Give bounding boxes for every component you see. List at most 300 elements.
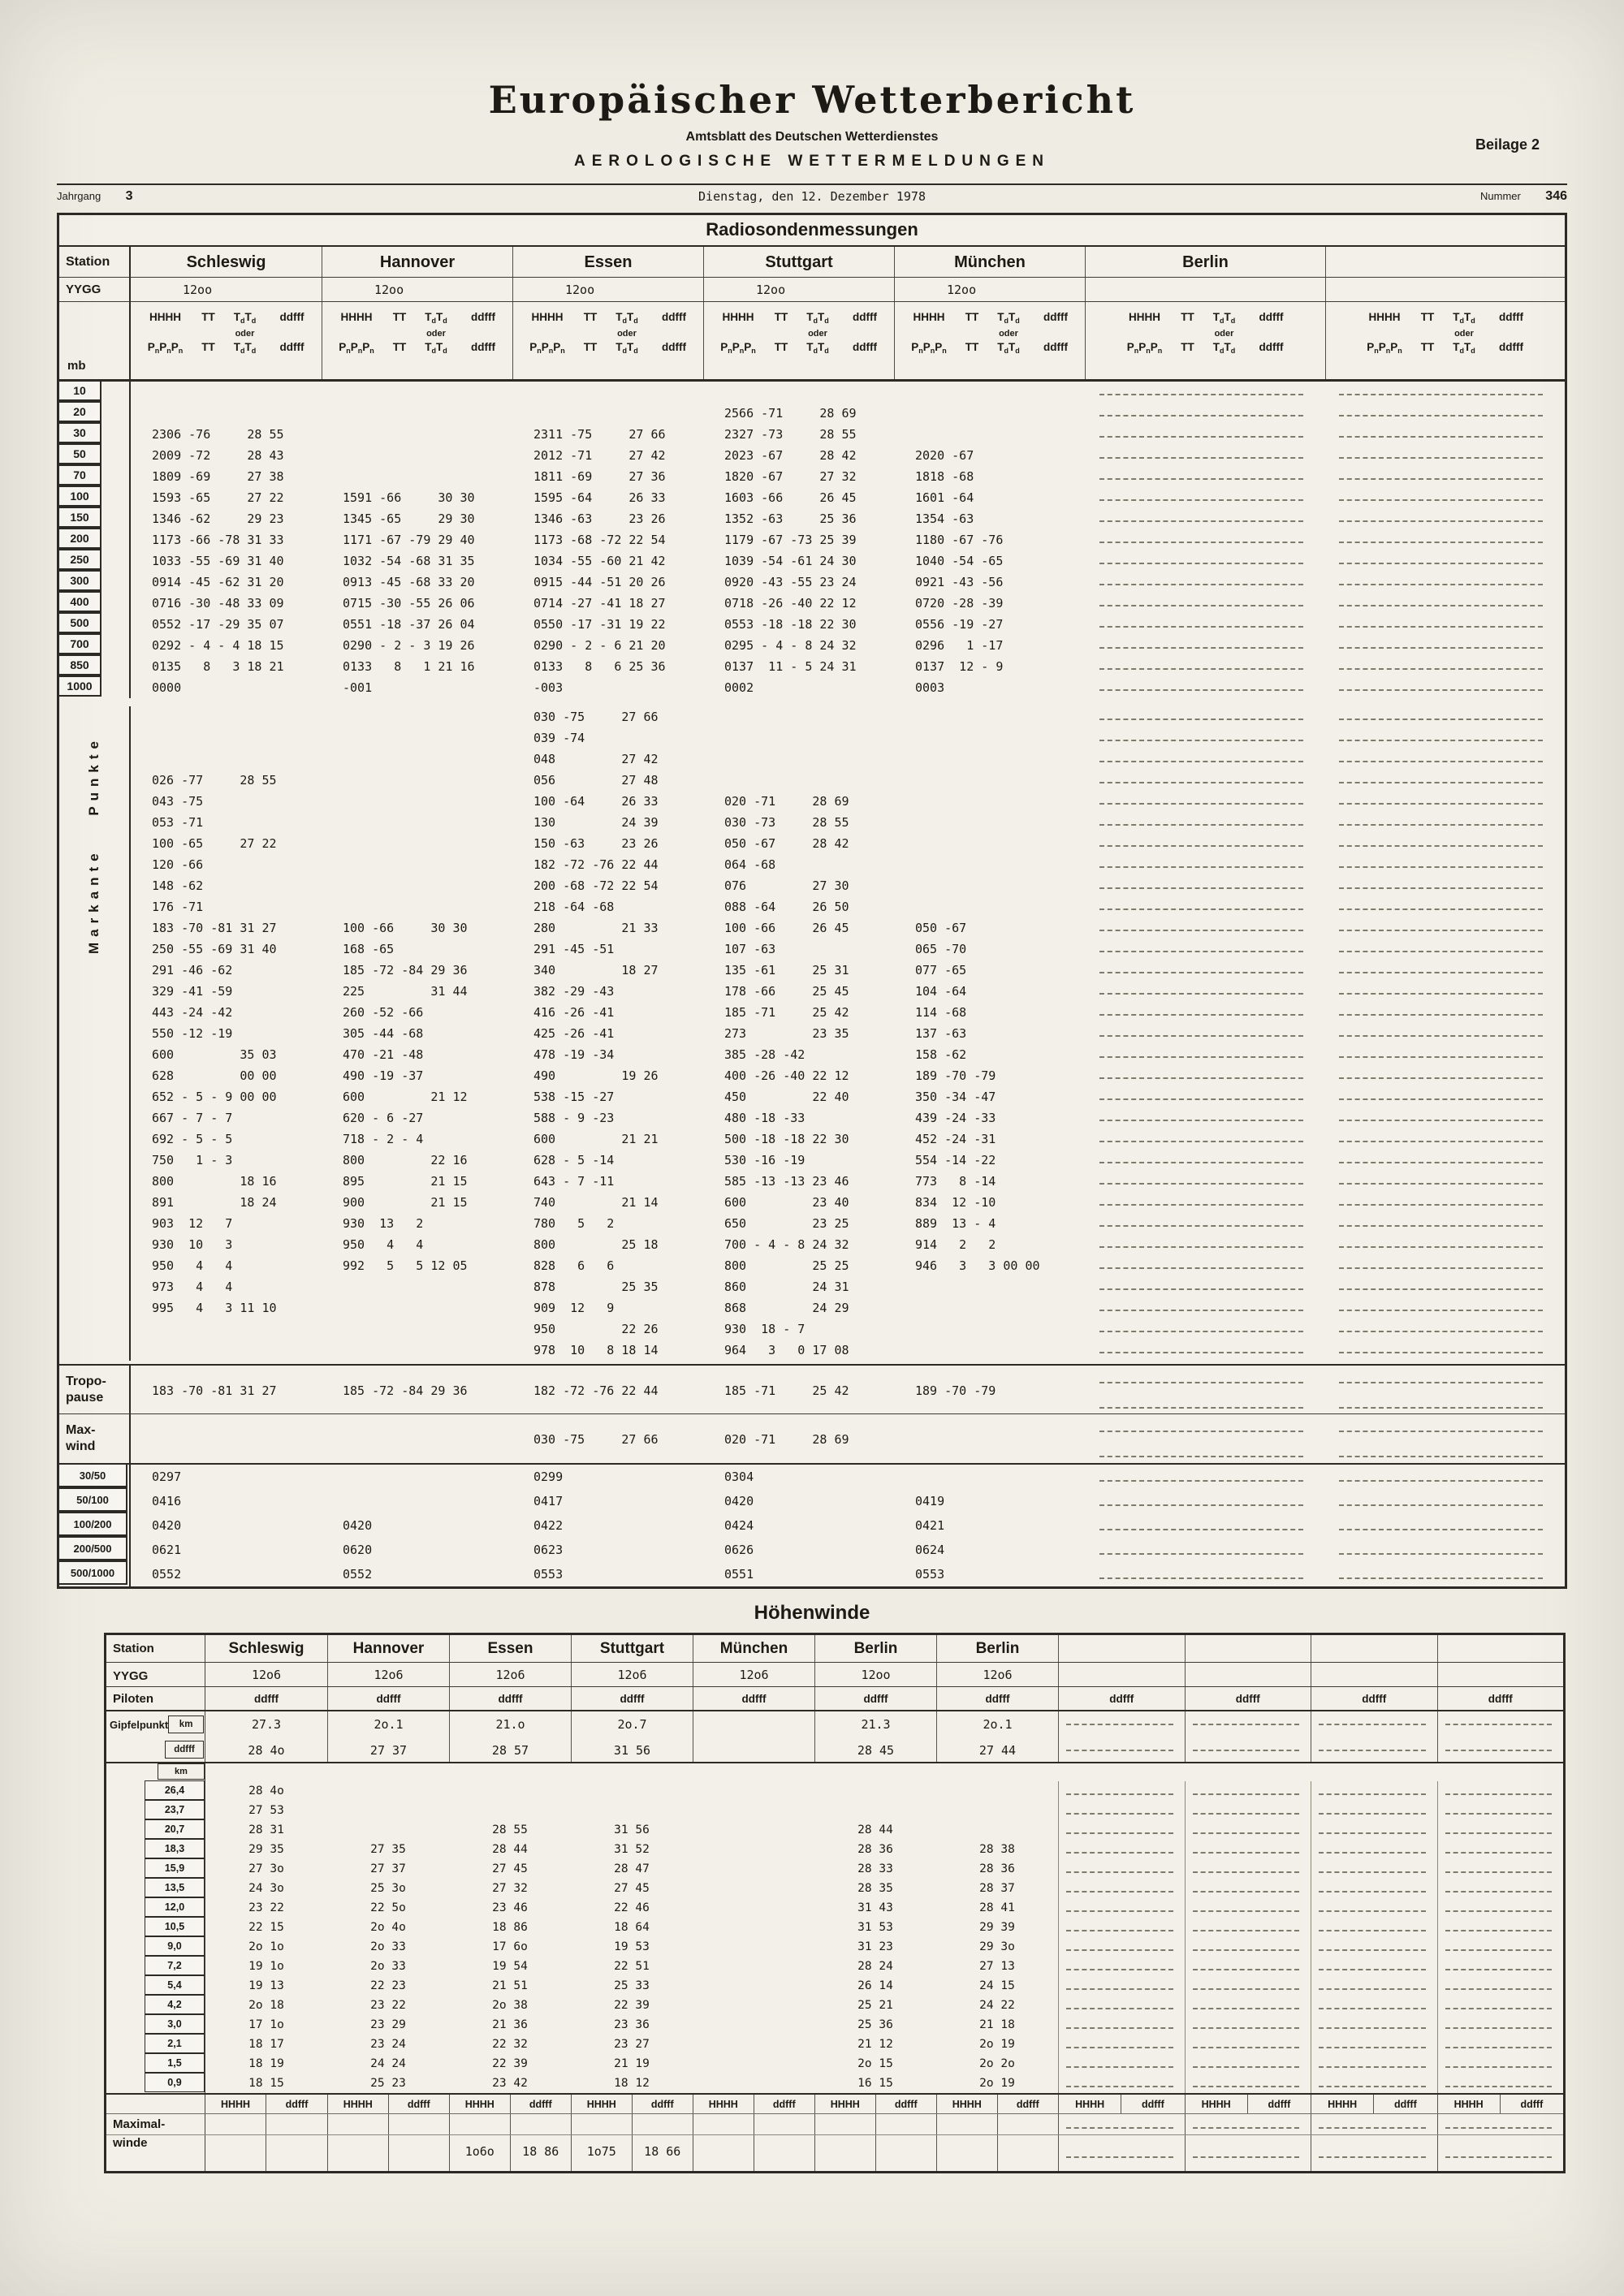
blank-cell bbox=[1185, 1957, 1311, 1976]
blank-cell bbox=[1311, 1840, 1437, 1859]
spacer bbox=[136, 329, 222, 339]
maxwind-height bbox=[693, 2135, 754, 2171]
maxwind-cell bbox=[814, 2135, 936, 2171]
ruled-dash-region bbox=[1085, 706, 1565, 1361]
nummer-group bbox=[1480, 189, 1567, 204]
hoehenwinde-table bbox=[104, 1633, 1566, 2173]
dashed-rule-line bbox=[1085, 1366, 1325, 1391]
column-header-group bbox=[327, 302, 508, 379]
wind-value bbox=[693, 1859, 814, 1879]
layer-values: 0424 bbox=[724, 1518, 754, 1533]
markante-column bbox=[703, 706, 894, 1361]
wind-value: 28 55 bbox=[492, 1823, 528, 1836]
significant-level-line: 600 35 03 bbox=[152, 1047, 277, 1062]
dashed-rule-line bbox=[1186, 1737, 1311, 1757]
sounding-values: 0137 11 - 5 24 31 bbox=[724, 659, 857, 674]
sounding-values: 1173 -66 -78 31 33 bbox=[152, 533, 284, 547]
wind-value: 27 37 bbox=[370, 1862, 406, 1875]
wind-value: 2o 38 bbox=[492, 1999, 528, 2012]
blank-cell bbox=[1058, 1918, 1185, 1937]
sounding-values: 0715 -30 -55 26 06 bbox=[343, 596, 475, 611]
sounding-values: 0914 -45 -62 31 20 bbox=[152, 575, 284, 589]
ddfff-header: ddfff bbox=[936, 1687, 1058, 1710]
header-token: $T_dT_d$ bbox=[425, 341, 447, 355]
ruled-dash-column bbox=[1085, 635, 1325, 656]
sounding-values: 1354 -63 bbox=[915, 511, 974, 526]
wind-value: 28 36 bbox=[979, 1862, 1015, 1875]
sounding-values bbox=[322, 403, 512, 424]
sounding-values: 0000 bbox=[152, 680, 182, 695]
header-token: ddfff bbox=[1043, 341, 1068, 353]
dashed-rule-line bbox=[1085, 1318, 1325, 1340]
ruled-dash-column bbox=[1325, 706, 1566, 1361]
maxwind-value bbox=[389, 2135, 450, 2171]
layer-values: 0621 bbox=[152, 1543, 182, 1557]
dashed-rule-line bbox=[1085, 791, 1325, 812]
header-token: $T_dT_d$ bbox=[997, 341, 1020, 355]
markante-column bbox=[894, 706, 1085, 1361]
blank-cell bbox=[572, 2114, 633, 2134]
wind-value: 2o 15 bbox=[857, 2057, 893, 2070]
altitude-row bbox=[106, 2015, 1563, 2035]
dashed-rule-line bbox=[1325, 508, 1566, 529]
blank-cell bbox=[1311, 1801, 1437, 1820]
significant-level-line: 329 -41 -59 bbox=[152, 984, 233, 999]
layer-row bbox=[59, 1489, 1565, 1513]
wind-value: 22 15 bbox=[248, 1921, 284, 1934]
dashed-rule-line bbox=[1059, 2015, 1185, 2035]
significant-level-line: 450 22 40 bbox=[724, 1090, 849, 1104]
wind-value: 22 32 bbox=[492, 2038, 528, 2051]
wind-value: 27 35 bbox=[370, 1843, 406, 1856]
radiosonde-title: Radiosondenmessungen bbox=[59, 215, 1565, 247]
dashed-rule-line bbox=[1059, 1801, 1185, 1820]
wind-value bbox=[449, 1781, 571, 1801]
ruled-dash-column bbox=[1325, 1414, 1566, 1463]
wind-value bbox=[693, 1898, 814, 1918]
significant-level-line: 480 -18 -33 bbox=[724, 1111, 806, 1125]
dashed-rule-line bbox=[1085, 1044, 1325, 1065]
ruled-dash-column bbox=[1085, 424, 1325, 445]
header-token-line bbox=[1355, 310, 1535, 328]
significant-level-line: 978 10 8 18 14 bbox=[533, 1343, 659, 1357]
ddfff-header: ddfff bbox=[407, 2099, 430, 2110]
pressure-level-cell bbox=[59, 403, 131, 424]
significant-level-line: 050 -67 bbox=[915, 921, 967, 935]
dashed-rule-line bbox=[1325, 1255, 1566, 1276]
wind-value: 2o 1o bbox=[248, 1940, 284, 1953]
sounding-values: 0716 -30 -48 33 09 bbox=[152, 596, 284, 611]
significant-level-line: 550 -12 -19 bbox=[152, 1026, 233, 1041]
ruled-dash-column bbox=[1085, 403, 1325, 424]
dashed-rule-line bbox=[1311, 1976, 1437, 1996]
significant-level-line: 168 -65 bbox=[343, 942, 395, 956]
sounding-values: 1034 -55 -60 21 42 bbox=[533, 554, 666, 568]
maxwind-height: 1o6o bbox=[450, 2135, 511, 2171]
wind-value: 2o 2o bbox=[979, 2057, 1015, 2070]
significant-level-line: 050 -67 28 42 bbox=[724, 836, 849, 851]
ruled-dash-column bbox=[1085, 614, 1325, 635]
ruled-dash-region bbox=[1085, 1489, 1565, 1513]
significant-level-line: 200 -68 -72 22 54 bbox=[533, 878, 659, 893]
altitude-label-cell bbox=[106, 2015, 205, 2035]
header-token: TT bbox=[774, 311, 788, 323]
column-header-cell bbox=[1325, 302, 1565, 379]
layer-values bbox=[322, 1489, 512, 1513]
sounding-values bbox=[322, 445, 512, 466]
ddfff-header: ddfff bbox=[1520, 2099, 1544, 2110]
dashed-rule-line bbox=[1325, 1107, 1566, 1129]
blank-cell bbox=[1058, 1820, 1185, 1840]
dashed-rule-line bbox=[1438, 2135, 1564, 2171]
dashed-rule-line bbox=[1085, 1465, 1325, 1489]
observation-time: 12oo bbox=[183, 283, 213, 297]
blank-cell bbox=[1185, 1820, 1311, 1840]
layer-values: 0552 bbox=[343, 1567, 373, 1582]
wind-value bbox=[693, 1879, 814, 1898]
significant-level-line: 490 19 26 bbox=[533, 1068, 659, 1083]
blank-cell bbox=[1185, 2035, 1311, 2054]
sounding-values: 1039 -54 -61 24 30 bbox=[724, 554, 857, 568]
station-column-label: Station bbox=[59, 247, 131, 277]
dashed-rule-line bbox=[1438, 1859, 1564, 1879]
altitude-km: 18,3 bbox=[145, 1839, 205, 1858]
ddfff-header: ddfff bbox=[529, 2099, 552, 2110]
layer-row bbox=[59, 1562, 1565, 1586]
significant-level-line: 903 12 7 bbox=[152, 1216, 233, 1231]
wind-value: 22 51 bbox=[614, 1960, 650, 1973]
significant-level-line: 973 4 4 bbox=[152, 1280, 233, 1294]
oder-line bbox=[709, 329, 889, 339]
blank-cell bbox=[1311, 1937, 1437, 1957]
dashed-rule-line bbox=[1085, 656, 1325, 677]
sounding-values: 0714 -27 -41 18 27 bbox=[533, 596, 666, 611]
significant-level-line: 800 25 18 bbox=[533, 1237, 659, 1252]
dashed-rule-line bbox=[1438, 2074, 1564, 2093]
hhhh-ddfff-header bbox=[1438, 2095, 1564, 2113]
spacer bbox=[1116, 329, 1202, 339]
header-token: $T_dT_d$ bbox=[1212, 341, 1236, 355]
summit-wind: 27 37 bbox=[327, 1737, 449, 1762]
dashed-rule-line bbox=[1325, 593, 1566, 614]
blank-line bbox=[894, 812, 1085, 833]
maxwind-values: 030 -75 27 66 bbox=[533, 1432, 659, 1447]
wind-value: 2o 19 bbox=[979, 2077, 1015, 2090]
wind-value: 24 3o bbox=[248, 1882, 284, 1895]
blank-cell bbox=[1185, 1663, 1311, 1686]
sounding-values: 1032 -54 -68 31 35 bbox=[343, 554, 475, 568]
dashed-rule-line bbox=[1325, 917, 1566, 939]
pressure-level-cell bbox=[59, 487, 131, 508]
blank-line bbox=[894, 727, 1085, 749]
dashed-rule-line bbox=[1325, 1439, 1566, 1465]
wind-value bbox=[693, 1781, 814, 1801]
pressure-row bbox=[59, 677, 1565, 698]
ruled-dash-column bbox=[1085, 1489, 1325, 1513]
blank-cell bbox=[693, 2114, 754, 2134]
blank-cell bbox=[205, 1763, 1563, 1781]
header-token-line bbox=[1355, 340, 1535, 358]
blank-cell bbox=[1185, 1737, 1311, 1762]
dashed-rule-line bbox=[1085, 1065, 1325, 1086]
blank-cell bbox=[1058, 2015, 1185, 2035]
significant-level-line: 100 -64 26 33 bbox=[533, 794, 659, 809]
wind-value bbox=[449, 1801, 571, 1820]
wind-value: 2o 33 bbox=[370, 1940, 406, 1953]
station-name: Stuttgart bbox=[571, 1635, 693, 1662]
dashed-rule-line bbox=[1325, 424, 1566, 445]
dashed-rule-line bbox=[1059, 1937, 1185, 1957]
station-name: Schleswig bbox=[228, 1640, 304, 1657]
wind-value: 31 52 bbox=[614, 1843, 650, 1856]
dashed-rule-line bbox=[1085, 572, 1325, 593]
dashed-rule-line bbox=[1311, 1859, 1437, 1879]
blank-cell bbox=[450, 2114, 511, 2134]
header-token: TT bbox=[201, 341, 215, 353]
significant-level-line: 120 -66 bbox=[152, 857, 204, 872]
dashed-rule-line bbox=[1311, 1918, 1437, 1937]
layer-label-cell bbox=[59, 1513, 131, 1538]
hhhh-header: HHHH bbox=[1186, 2095, 1248, 2113]
significant-level-line: 834 12 -10 bbox=[915, 1195, 996, 1210]
dashed-rule-line bbox=[1325, 487, 1566, 508]
pressure-level-cell bbox=[59, 529, 131, 550]
significant-level-line: 930 13 2 bbox=[343, 1216, 424, 1231]
header-token: $T_dT_d$ bbox=[806, 341, 829, 355]
wind-value: 29 35 bbox=[248, 1843, 284, 1856]
spacer bbox=[650, 329, 698, 339]
maxwind-cell bbox=[205, 2114, 327, 2134]
tropopause-values: 183 -70 -81 31 27 bbox=[152, 1383, 277, 1398]
dashed-rule-line bbox=[1085, 382, 1325, 403]
ruled-dash-region bbox=[1085, 572, 1565, 593]
header-cell bbox=[814, 2095, 936, 2113]
ruled-dash-column bbox=[1085, 677, 1325, 698]
dashed-rule-line bbox=[1311, 1840, 1437, 1859]
significant-level-line: 443 -24 -42 bbox=[152, 1005, 233, 1020]
ruled-dash-column bbox=[1085, 1366, 1325, 1413]
station-column-label: Station bbox=[106, 1635, 205, 1662]
sounding-values: -003 bbox=[533, 680, 564, 695]
dashed-rule-line bbox=[1325, 656, 1566, 677]
blank-line bbox=[131, 706, 322, 727]
blank-cell bbox=[1437, 1840, 1564, 1859]
ddfff-header: ddfff bbox=[693, 1687, 814, 1710]
header-cell bbox=[205, 2095, 327, 2113]
station-name: Schleswig bbox=[186, 253, 266, 271]
significant-level-line: 065 -70 bbox=[915, 942, 967, 956]
wind-value bbox=[814, 1801, 936, 1820]
maxwind-cell bbox=[449, 2135, 571, 2171]
header-token: $P_nP_nP_n$ bbox=[911, 341, 947, 355]
dashed-rule-line bbox=[1085, 635, 1325, 656]
pressure-level-cell bbox=[59, 572, 131, 593]
blank-cell bbox=[1185, 1976, 1311, 1996]
blank-cell bbox=[1437, 2035, 1564, 2054]
sounding-values bbox=[512, 403, 703, 424]
dashed-rule-line bbox=[1085, 727, 1325, 749]
observation-time: 12o6 bbox=[327, 1663, 449, 1686]
altitude-label-cell bbox=[106, 1840, 205, 1859]
dashed-rule-line bbox=[1085, 466, 1325, 487]
header-token-line bbox=[136, 340, 317, 358]
maxwind-value bbox=[266, 2135, 327, 2171]
blank-cell bbox=[1185, 1879, 1311, 1898]
altitude-label-cell bbox=[106, 2054, 205, 2074]
oder-label: oder bbox=[1214, 329, 1234, 339]
ruled-dash-column bbox=[1085, 706, 1325, 1361]
dashed-rule-line bbox=[1085, 1107, 1325, 1129]
header-token-line bbox=[518, 310, 698, 328]
blank-cell bbox=[1185, 1898, 1311, 1918]
observation-time: 12oo bbox=[894, 278, 1085, 301]
maxwind-split bbox=[450, 2135, 571, 2171]
dashed-rule-line bbox=[1059, 1840, 1185, 1859]
altitude-km: 3,0 bbox=[145, 2014, 205, 2034]
layer-range-label: 30/50 bbox=[59, 1463, 127, 1487]
pressure-level-section bbox=[59, 382, 1565, 698]
sounding-values: 1179 -67 -73 25 39 bbox=[724, 533, 857, 547]
altitude-row bbox=[106, 1937, 1563, 1957]
pressure-row bbox=[59, 635, 1565, 656]
significant-level-line: 107 -63 bbox=[724, 942, 776, 956]
station-name: Berlin bbox=[814, 1635, 936, 1662]
blank-cell bbox=[1437, 1781, 1564, 1801]
dashed-rule-line bbox=[1085, 1192, 1325, 1213]
station-name: Berlin bbox=[936, 1635, 1058, 1662]
header-token: $T_dT_d$ bbox=[1453, 311, 1475, 325]
maxwind-values bbox=[894, 1414, 1085, 1463]
dashed-rule-line bbox=[1085, 770, 1325, 791]
ruled-dash-region bbox=[1085, 1538, 1565, 1562]
markante-section-label: Markante Punkte bbox=[86, 736, 102, 955]
wind-value: 27 32 bbox=[492, 1882, 528, 1895]
altitude-label-cell bbox=[106, 1996, 205, 2015]
ddfff-header: ddfff bbox=[571, 1687, 693, 1710]
altitude-km: 9,0 bbox=[145, 1936, 205, 1956]
ruled-dash-column bbox=[1325, 1562, 1566, 1586]
station-name: Essen bbox=[449, 1635, 571, 1662]
dashed-rule-line bbox=[1438, 1918, 1564, 1937]
header-token: HHHH bbox=[913, 311, 945, 323]
sounding-values: 1173 -68 -72 22 54 bbox=[533, 533, 666, 547]
wind-value: 28 24 bbox=[857, 1960, 893, 1973]
dashed-rule-line bbox=[1059, 1957, 1185, 1976]
blank-cell bbox=[1311, 1957, 1437, 1976]
ruled-dash-column bbox=[1085, 487, 1325, 508]
observation-time: 12o6 bbox=[449, 1663, 571, 1686]
blank-line bbox=[322, 749, 512, 770]
sounding-values: 0296 1 -17 bbox=[915, 638, 1004, 653]
maxwind-cell bbox=[327, 2135, 449, 2171]
pressure-row bbox=[59, 593, 1565, 614]
significant-level-line: 260 -52 -66 bbox=[343, 1005, 424, 1020]
blank-line bbox=[894, 854, 1085, 875]
ruled-dash-region bbox=[1085, 593, 1565, 614]
blank-cell bbox=[1437, 1711, 1564, 1737]
dashed-rule-line bbox=[1059, 1711, 1185, 1731]
dashed-rule-line bbox=[1311, 1711, 1437, 1731]
dashed-rule-line bbox=[1325, 833, 1566, 854]
significant-level-line: 176 -71 bbox=[152, 900, 204, 914]
dashed-rule-line bbox=[1325, 550, 1566, 572]
layer-values: 0422 bbox=[533, 1518, 564, 1533]
blank-line bbox=[131, 749, 322, 770]
hhhh-ddfff-header bbox=[937, 2095, 1058, 2113]
wind-value: 28 44 bbox=[857, 1823, 893, 1836]
dashed-rule-line bbox=[1059, 1996, 1185, 2015]
ruled-dash-column bbox=[1325, 529, 1566, 550]
dashed-rule-line bbox=[1438, 1957, 1564, 1976]
blank-cell bbox=[1185, 2054, 1311, 2074]
hhhh-header: HHHH bbox=[937, 2095, 998, 2113]
pressure-row bbox=[59, 403, 1565, 424]
station-name: Berlin bbox=[1182, 253, 1229, 271]
hhhh-ddfff-header-row bbox=[106, 2093, 1563, 2114]
pressure-level-mb: 500 bbox=[59, 612, 102, 633]
dashed-rule-line bbox=[1325, 572, 1566, 593]
column-header-group bbox=[709, 302, 889, 379]
significant-level-line: 692 - 5 - 5 bbox=[152, 1132, 233, 1146]
altitude-label-cell bbox=[106, 2035, 205, 2054]
blank-cell bbox=[1437, 1820, 1564, 1840]
ruled-dash-column bbox=[1325, 1366, 1566, 1413]
significant-level-line: 104 -64 bbox=[915, 984, 967, 999]
spacer bbox=[327, 329, 413, 339]
sounding-values: 0915 -44 -51 20 26 bbox=[533, 575, 666, 589]
pressure-level-cell bbox=[59, 656, 131, 677]
dashed-rule-line bbox=[1186, 1781, 1311, 1801]
sounding-values: 1811 -69 27 36 bbox=[533, 469, 666, 484]
tropopause-label-line: pause bbox=[66, 1390, 104, 1405]
maxwind-height bbox=[205, 2135, 266, 2171]
altitude-km: 2,1 bbox=[145, 2034, 205, 2053]
maxwind-value bbox=[754, 2135, 815, 2171]
significant-level-line: 030 -73 28 55 bbox=[724, 815, 849, 830]
wind-value: 25 3o bbox=[370, 1882, 406, 1895]
spacer bbox=[1487, 329, 1535, 339]
sounding-values: 0720 -28 -39 bbox=[915, 596, 1004, 611]
altitude-label-cell bbox=[106, 1820, 205, 1840]
significant-level-line: 585 -13 -13 23 46 bbox=[724, 1174, 849, 1189]
dashed-rule-line bbox=[1325, 1023, 1566, 1044]
wind-value: 2o 4o bbox=[370, 1921, 406, 1934]
header-token: TT bbox=[583, 311, 598, 323]
altitude-km: 5,4 bbox=[145, 1975, 205, 1995]
dashed-rule-line bbox=[1325, 875, 1566, 896]
beilage-label: Beilage 2 bbox=[1475, 136, 1540, 153]
significant-level-line: 250 -55 -69 31 40 bbox=[152, 942, 277, 956]
wind-value bbox=[814, 1781, 936, 1801]
dashed-rule-line bbox=[1325, 1489, 1566, 1513]
pressure-row bbox=[59, 466, 1565, 487]
ruled-dash-column bbox=[1325, 677, 1566, 698]
blank-cell bbox=[1437, 1937, 1564, 1957]
dashed-rule-line bbox=[1325, 1234, 1566, 1255]
significant-level-line: 992 5 5 12 05 bbox=[343, 1258, 468, 1273]
significant-level-line: 500 -18 -18 22 30 bbox=[724, 1132, 849, 1146]
blank-cell bbox=[1058, 2135, 1185, 2171]
column-header-group bbox=[1355, 302, 1535, 379]
maxwind-cell bbox=[814, 2114, 936, 2134]
significant-level-line: 889 13 - 4 bbox=[915, 1216, 996, 1231]
dashed-rule-line bbox=[1085, 1002, 1325, 1023]
altitude-label-cell bbox=[106, 1879, 205, 1898]
dashed-rule-line bbox=[1325, 1129, 1566, 1150]
wind-value: 18 15 bbox=[248, 2077, 284, 2090]
ruled-dash-region bbox=[1085, 382, 1565, 403]
header-token: ddfff bbox=[471, 311, 495, 323]
